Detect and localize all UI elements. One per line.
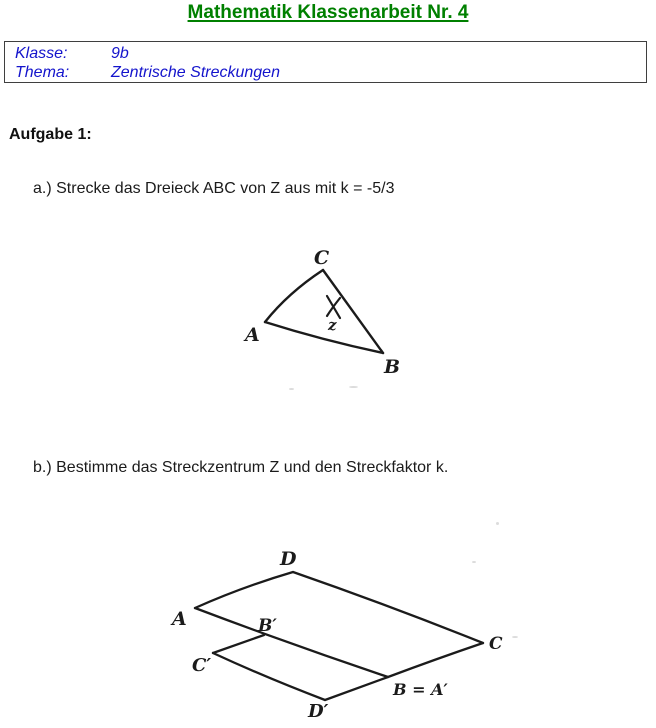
task1-part-b-text: b.) Bestimme das Streckzentrum Z und den Streckfaktor k. [33, 459, 449, 476]
thema-value: Zentrische Streckungen [111, 64, 280, 81]
edge-c-b [388, 643, 483, 677]
scan-artifact [472, 561, 476, 563]
edge-cprime-dprime [213, 653, 325, 700]
label-a2: A [172, 608, 187, 630]
label-c-prime: C′ [192, 655, 212, 676]
edge-dprime-aprime [325, 677, 388, 700]
edge-a-b [195, 608, 388, 677]
label-b: B [384, 356, 401, 378]
klasse-value: 9b [111, 45, 129, 62]
scan-artifact [349, 386, 358, 388]
page-title: Mathematik Klassenarbeit Nr. 4 [187, 2, 469, 23]
klasse-label: Klasse: [15, 45, 68, 62]
label-c2: C [489, 634, 503, 654]
scan-artifact [512, 636, 518, 638]
center-z-cross-mark-icon [327, 296, 340, 318]
figure-parallelograms [160, 533, 540, 728]
info-row-thema [5, 63, 646, 82]
info-box [4, 41, 647, 83]
scan-artifact [289, 388, 294, 390]
info-row-klasse [5, 44, 646, 63]
label-d: D [280, 548, 297, 570]
task1-part-a-text: a.) Strecke das Dreieck ABC von Z aus mit k = -5/3 [33, 180, 395, 197]
label-c: C [314, 247, 330, 269]
thema-label: Thema: [15, 64, 70, 81]
label-a: A [245, 324, 260, 346]
edge-a-d [195, 572, 293, 608]
label-d-prime: D′ [308, 701, 329, 722]
edge-bprime-cprime [213, 635, 264, 653]
label-z: z [328, 316, 337, 334]
label-b-equals-a-prime: B = A′ [393, 680, 448, 699]
task1-heading: Aufgabe 1: [9, 126, 92, 143]
edge-d-c [293, 572, 483, 643]
label-b-prime: B′ [258, 616, 277, 636]
scan-artifact [496, 522, 499, 525]
triangle-side-ac [265, 270, 323, 322]
figure-triangle-abc [235, 240, 445, 390]
